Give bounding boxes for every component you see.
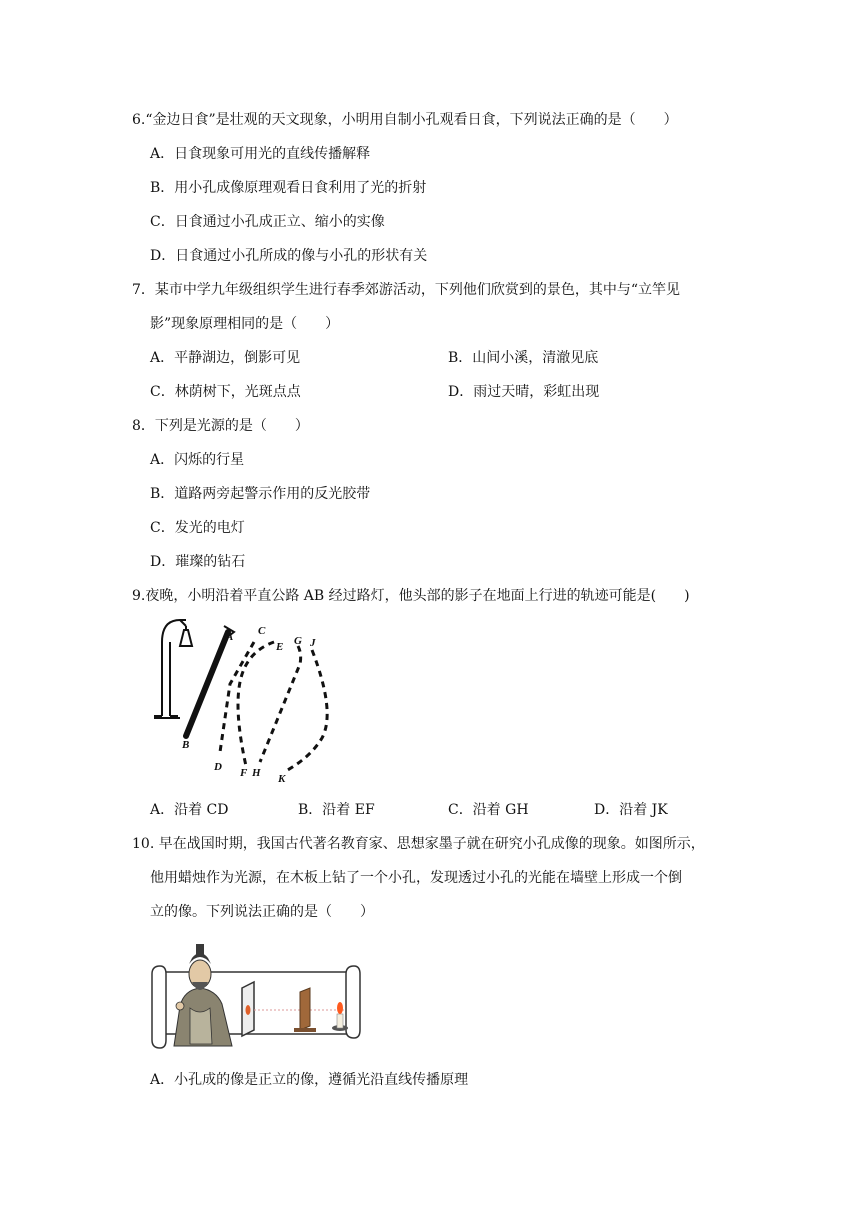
label-b: B [182, 739, 190, 751]
wall-screen-icon [242, 982, 254, 1036]
q7-option-a: A．平静湖边，倒影可见 [150, 350, 301, 366]
q9-option-c: C．沿着 GH [448, 802, 529, 818]
label-e: E [276, 641, 284, 653]
label-h: H [252, 767, 261, 779]
trajectory-gh [260, 646, 301, 762]
q7-option-c: C．林荫树下，光斑点点 [150, 384, 301, 400]
trajectory-ef [238, 642, 274, 766]
q9-shadow-path-figure [150, 612, 350, 792]
q6-option-c: C．日食通过小孔成正立、缩小的实像 [150, 214, 385, 230]
q7-stem-line1: 7．某市中学九年级组织学生进行春季郊游活动，下列他们欣赏到的景色，其中与“立竿见 [132, 282, 681, 298]
q6-option-b: B．用小孔成像原理观看日食利用了光的折射 [150, 180, 427, 196]
label-k: K [278, 773, 286, 785]
label-a: A [226, 631, 234, 643]
q6-option-a: A．日食现象可用光的直线传播解释 [150, 146, 371, 162]
q6-option-d: D．日食通过小孔所成的像与小孔的形状有关 [150, 248, 428, 264]
q9-stem: 9.夜晚，小明沿着平直公路 AB 经过路灯，他头部的影子在地面上行进的轨迹可能是( ) [132, 588, 690, 604]
q8-option-b: B．道路两旁起警示作用的反光胶带 [150, 486, 371, 502]
q7-option-b: B．山间小溪，清澈见底 [448, 350, 599, 366]
q10-option-a: A．小孔成的像是正立的像，遵循光沿直线传播原理 [150, 1072, 469, 1088]
q8-stem: 8．下列是光源的是（ ） [132, 418, 309, 434]
q10-stem-line3: 立的像。下列说法正确的是（ ） [150, 904, 374, 920]
label-j: J [310, 637, 316, 649]
label-c: C [258, 625, 266, 637]
q10-stem-line1: 10. 早在战国时期，我国古代著名教育家、思想家墨子就在研究小孔成像的现象。如图所示， [132, 836, 705, 852]
q10-mozi-pinhole-figure [150, 936, 364, 1054]
q9-option-d: D．沿着 JK [594, 802, 668, 818]
q8-option-c: C．发光的电灯 [150, 520, 245, 536]
q8-option-d: D．璀璨的钻石 [150, 554, 246, 570]
q7-option-d: D．雨过天晴，彩虹出现 [448, 384, 600, 400]
label-f: F [240, 767, 248, 779]
label-g: G [294, 635, 302, 647]
q10-stem-line2: 他用蜡烛作为光源，在木板上钻了一个小孔，发现透过小孔的光能在墙壁上形成一个倒 [150, 870, 682, 886]
street-lamp-icon [154, 620, 192, 718]
trajectory-jk [284, 650, 327, 772]
q9-option-b: B．沿着 EF [298, 802, 375, 818]
q6-stem: 6.“金边日食”是壮观的天文现象，小明用自制小孔观看日食，下列说法正确的是（ ） [132, 112, 678, 128]
label-d: D [214, 761, 222, 773]
q7-stem-line2: 影”现象原理相同的是（ ） [150, 316, 340, 332]
pole-ab [186, 632, 228, 736]
q8-option-a: A．闪烁的行星 [150, 452, 245, 468]
q9-option-a: A．沿着 CD [150, 802, 229, 818]
